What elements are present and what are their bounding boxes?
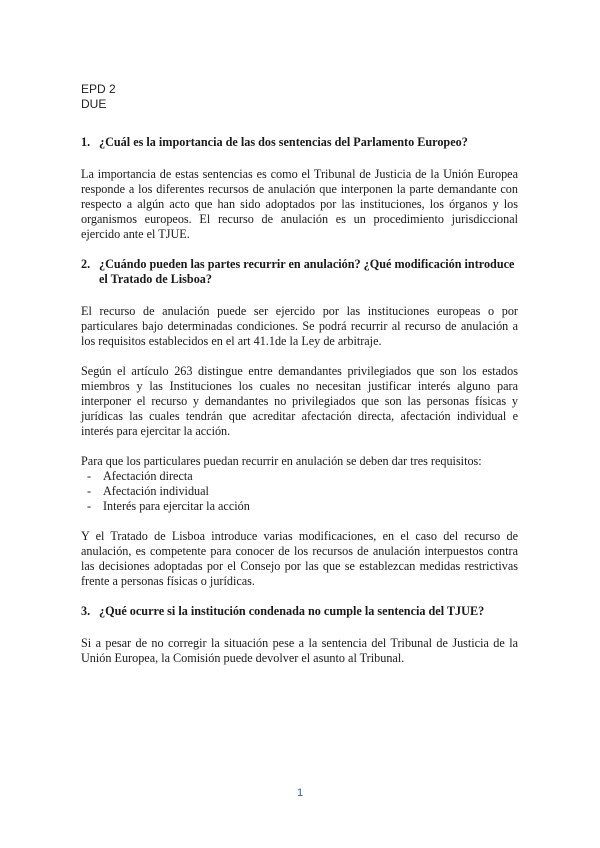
list-item — [81, 499, 518, 514]
question-1-number: 1. — [81, 135, 91, 149]
question-1 — [81, 135, 518, 150]
question-2-number: 2. — [81, 257, 91, 271]
answer-2-paragraph-1: El recurso de anulación puede ser ejercido por las instituciones europeas o por particulares bajo determinadas condiciones. Se podrá recurrir al recurso de anulación a los requisitos establecidos en el art 41.1de la Ley de arbitraje. — [81, 304, 518, 348]
answer-2-paragraph-2: Según el artículo 263 distingue entre demandantes privilegiados que son los estados miembros y las Instituciones los cuales no necesitan justificar interés alguno para interponer el recurso y demandantes no privilegiados que son las personas físicas y jurídicas las cuales tendrán que acreditar afectación directa, afectación individual e interés para ejercitar la acción. — [81, 364, 518, 438]
document-body — [81, 135, 518, 681]
question-2-text: ¿Cuándo pueden las partes recurrir en anulación? ¿Qué modificación introduce el Tratado de Lisboa? — [99, 257, 515, 286]
list-item — [81, 484, 518, 499]
list-bullet: - — [87, 484, 92, 498]
answer-2-paragraph-3: Para que los particulares puedan recurrir en anulación se deben dar tres requisitos: — [81, 454, 482, 468]
requirement-text: Afectación directa — [103, 469, 193, 483]
header-line-epd: EPD 2 — [81, 82, 116, 96]
question-3-text: ¿Qué ocurre si la institución condenada no cumple la sentencia del TJUE? — [99, 604, 485, 618]
question-1-text: ¿Cuál es la importancia de las dos sentencias del Parlamento Europeo? — [99, 135, 468, 149]
requirement-text: Afectación individual — [103, 484, 209, 498]
header-line-due: DUE — [81, 97, 107, 111]
list-bullet: - — [87, 499, 92, 513]
question-3-number: 3. — [81, 604, 91, 618]
answer-3-paragraph: Si a pesar de no corregir la situación pese a la sentencia del Tribunal de Justicia de la Unión Europea, la Comisión puede devolver el asunto al Tribunal. — [81, 636, 518, 665]
requirement-text: Interés para ejercitar la acción — [103, 499, 250, 513]
question-3 — [81, 604, 518, 619]
page-number: 1 — [296, 787, 304, 799]
list-bullet: - — [87, 469, 92, 483]
answer-1-paragraph: La importancia de estas sentencias es como el Tribunal de Justicia de la Unión Europea responde a los diferentes recursos de anulación que interponen la parte demandante con respecto a algún acto que han sido adoptados por las instituciones, los órganos y los organismos europeos. El recurso de anulación es un procedimiento jurisdiccional ejercido ante el TJUE. — [81, 167, 518, 241]
answer-2-closing: Y el Tratado de Lisboa introduce varias modificaciones, en el caso del recurso de anulación, es competente para conocer de los recursos de anulación interpuestos contra las decisiones adoptadas por el Consejo por las que se establezcan medidas restrictivas frente a personas físicas o jurídicas. — [81, 529, 518, 588]
list-item — [81, 469, 518, 484]
question-2 — [81, 257, 518, 287]
requirements-list — [81, 469, 518, 514]
document-header — [81, 82, 116, 112]
